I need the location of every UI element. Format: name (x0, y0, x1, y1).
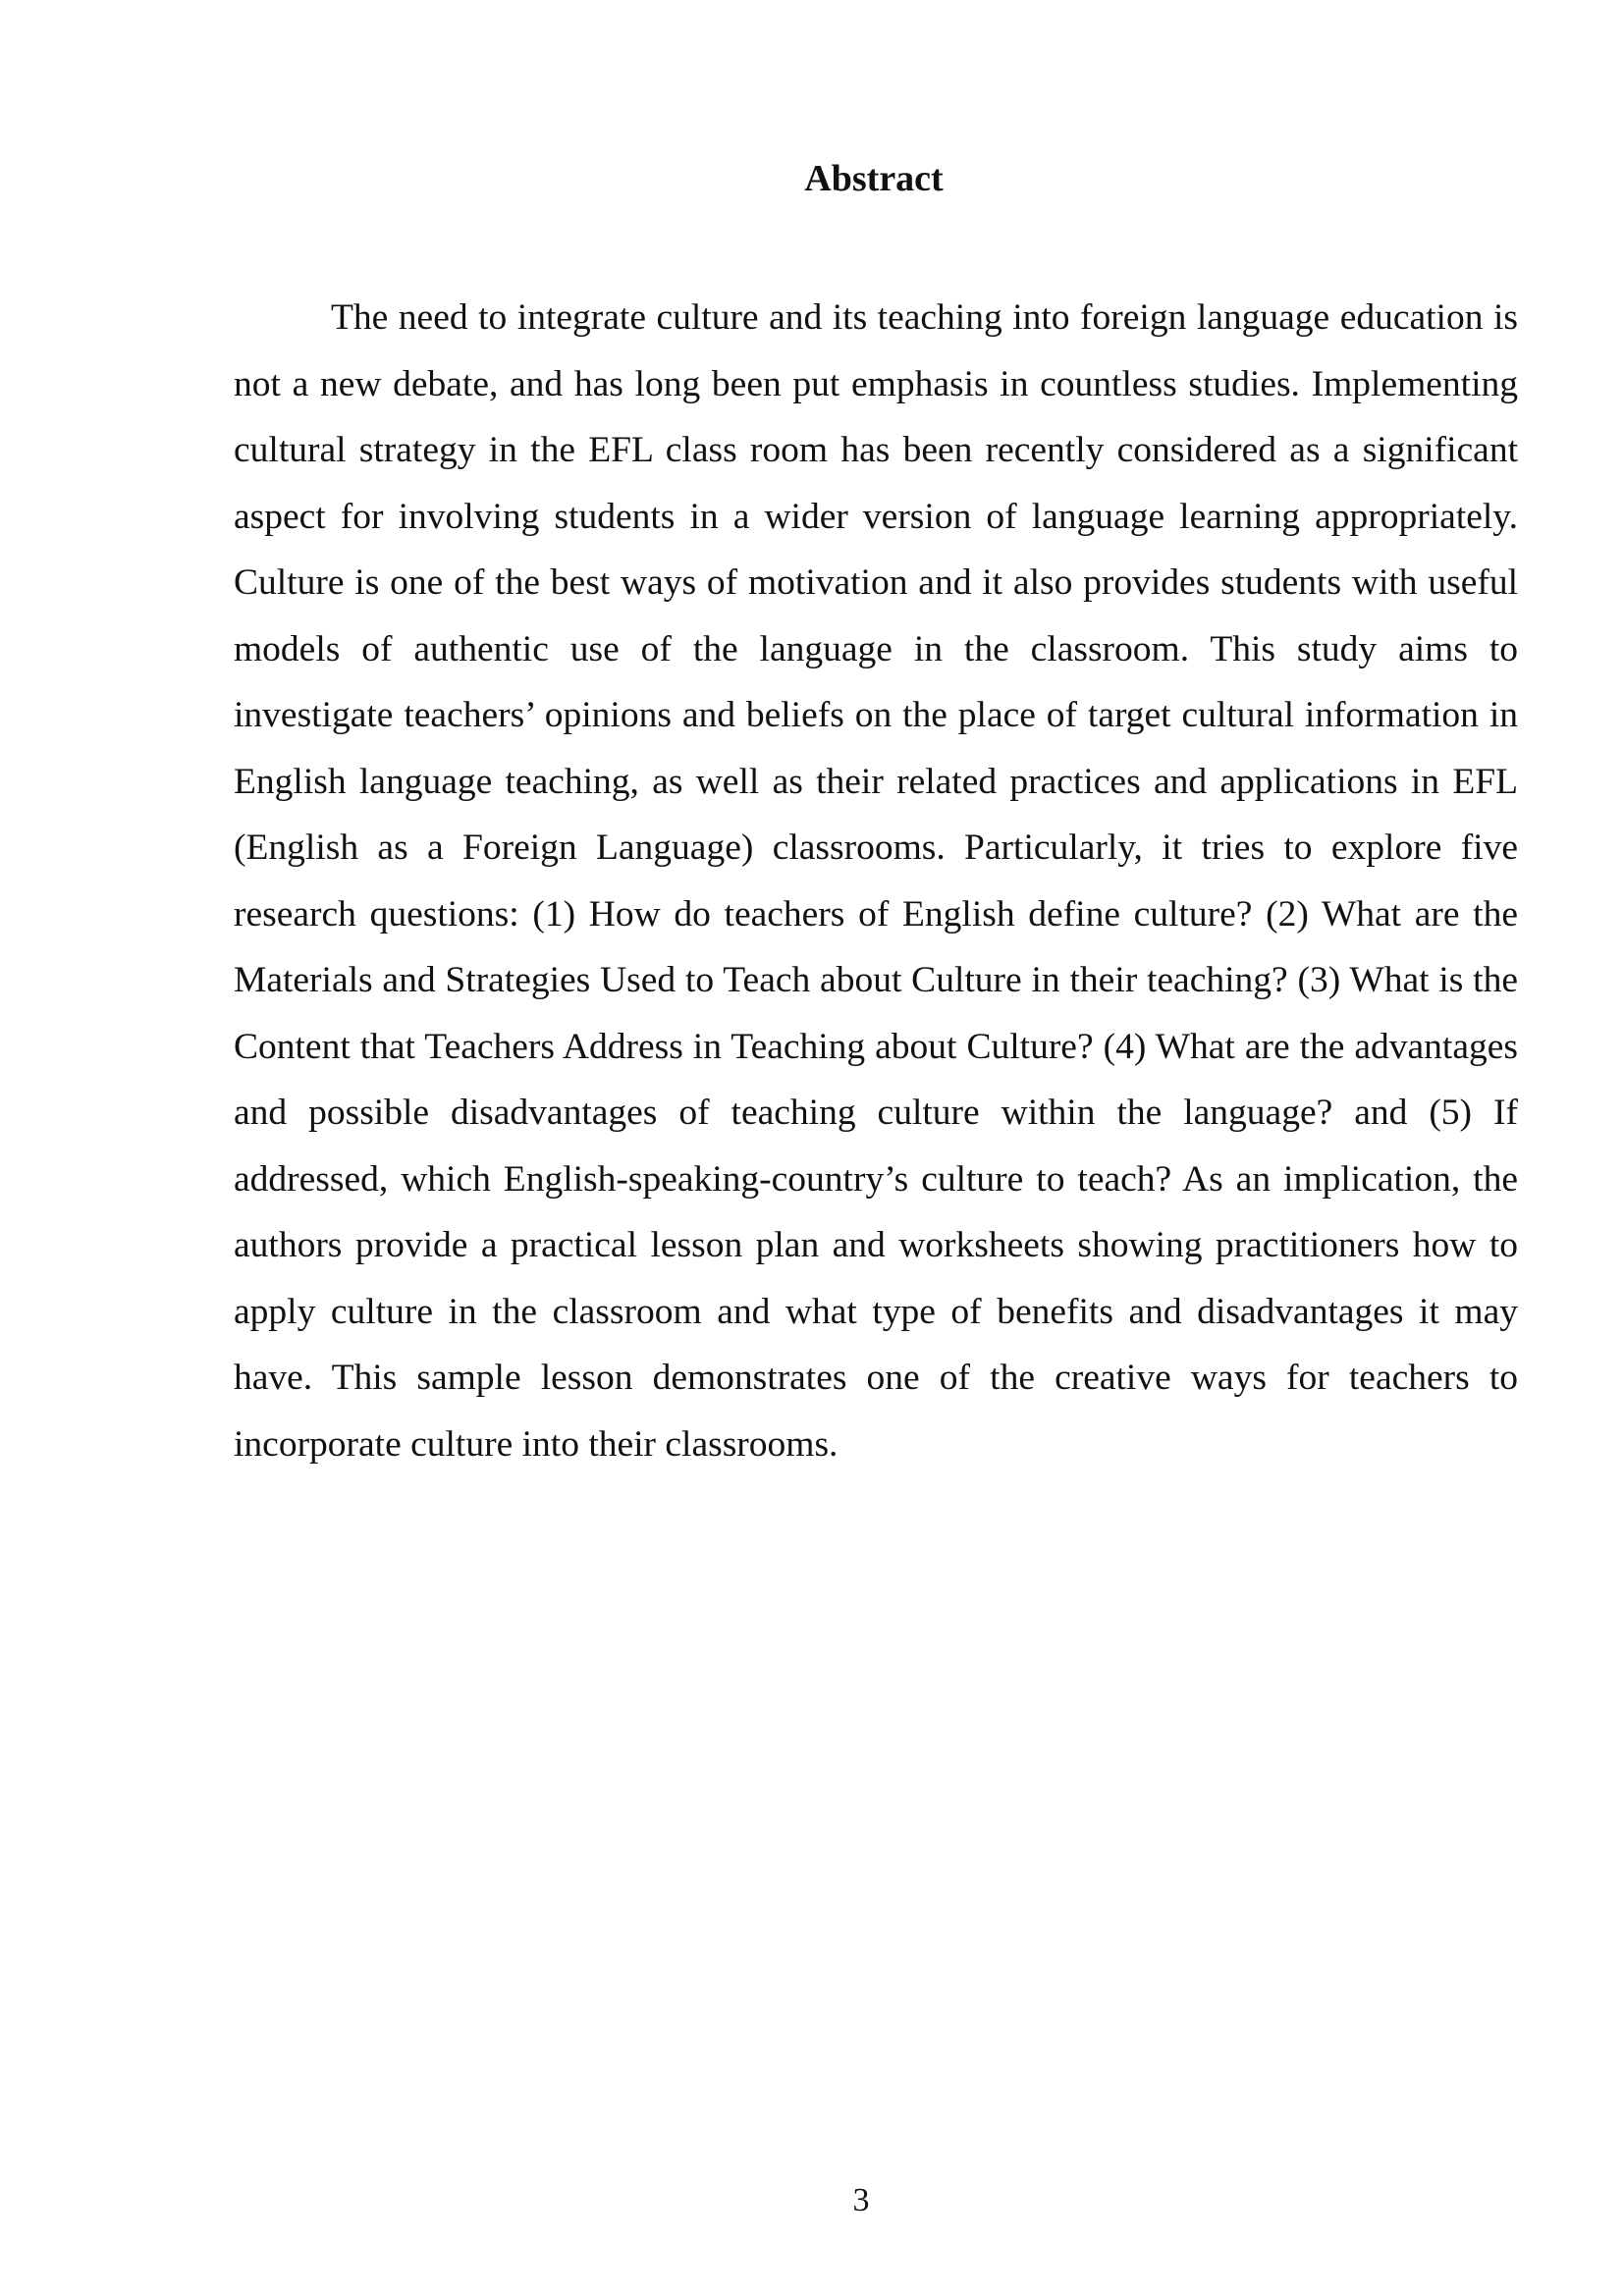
abstract-heading: Abstract (804, 158, 944, 199)
page-number: 3 (852, 2182, 870, 2218)
abstract-paragraph: The need to integrate culture and its teaching into foreign language education is not a new debate, and has long been put emphasis in countless studies. Implementing cultural strategy in the EFL class room has been recently considered as a significant aspect for involving students in a wider version of language learning appropriately. Culture is one of the best ways of motivation and it also provides students with useful models of authentic use of the language in the classroom. This study aims to investigate teachers’ opinions and beliefs on the place of target cultural information in English language teaching, as well as their related practices and applications in EFL (English as a Foreign Language) classrooms. Particularly, it tries to explore five research questions: (1) How do teachers of English define culture? (2) What are the Materials and Strategies Used to Teach about Culture in their teaching? (3) What is the Content that Teachers Address in Teaching about Culture? (4) What are the advantages and possible disadvantages of teaching culture within the language? and (5) If addressed, which English-speaking-country’s culture to teach? As an implication, the authors provide a practical lesson plan and worksheets showing practitioners how to apply culture in the classroom and what type of benefits and disadvantages it may have. This sample lesson demonstrates one of the creative ways for teachers to incorporate culture into their classrooms. (234, 297, 1518, 1465)
